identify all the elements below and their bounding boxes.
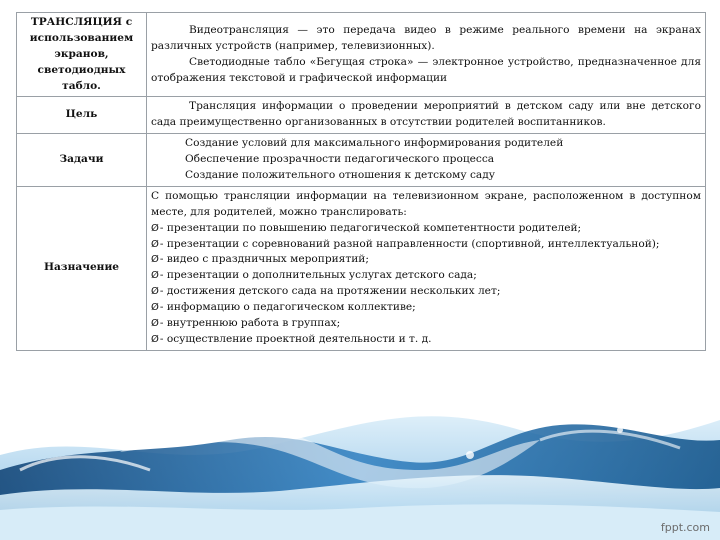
goal-label: Цель: [17, 97, 147, 134]
list-item: Создание положительного отношения к детскому саду: [185, 169, 495, 182]
list-item: [151, 268, 701, 284]
arrow-bullet-icon: Ø: [151, 333, 159, 345]
table-row: [17, 13, 706, 97]
arrow-bullet-icon: Ø: [151, 254, 159, 266]
info-table: [16, 12, 706, 351]
list-item: Создание условий для максимального информирования родителей: [185, 137, 564, 150]
list-item: [151, 300, 701, 316]
list-item-text: - внутреннюю работа в группах;: [159, 317, 341, 330]
list-item: [151, 284, 701, 300]
list-item: [151, 316, 701, 332]
list-item: Обеспечение прозрачности педагогического процесса: [185, 153, 495, 166]
broadcast-description: [147, 13, 706, 97]
arrow-bullet-icon: Ø: [151, 270, 159, 282]
broadcast-label: ТРАНСЛЯЦИЯ с использованием экранов, светодиодных табло.: [17, 13, 147, 97]
list-item-text: - осуществление проектной деятельности и т. д.: [159, 332, 432, 345]
list-item-text: - презентации с соревнований разной направленности (спортивной, интеллектуальной);: [159, 237, 660, 250]
arrow-bullet-icon: Ø: [151, 302, 159, 314]
purpose-intro: С помощью трансляции информации на телевизионном экране, расположенном в доступном месте, для родителей, можно транслировать:: [151, 189, 701, 218]
arrow-bullet-icon: Ø: [151, 286, 159, 298]
goal-text: Трансляция информации о проведении мероприятий в детском саду или вне детского сада преимущественно организованных в отсутствии родителей воспитанников.: [151, 100, 701, 129]
table-row: [17, 186, 706, 350]
list-item: [151, 332, 701, 348]
list-item-text: - информацию о педагогическом коллективе;: [159, 301, 416, 314]
footer-brand: fppt.com: [660, 521, 710, 534]
tasks-cell: [147, 134, 706, 187]
list-item: [151, 237, 701, 253]
tasks-label: Задачи: [17, 134, 147, 187]
arrow-bullet-icon: Ø: [151, 318, 159, 330]
table-row: [17, 97, 706, 134]
goal-cell: [147, 97, 706, 134]
led-board-definition: Светодиодные табло «Бегущая строка» — электронное устройство, предназначенное для отображения текстовой и графической информации: [151, 55, 701, 84]
list-item: [151, 221, 701, 237]
video-broadcast-definition: Видеотрансляция — это передача видео в режиме реального времени на экранах различных устройств (например, телевизионных).: [151, 23, 701, 52]
arrow-bullet-icon: Ø: [151, 222, 159, 234]
purpose-cell: [147, 186, 706, 350]
table-row: [17, 134, 706, 187]
list-item-text: - презентации о дополнительных услугах детского сада;: [159, 269, 477, 282]
list-item-text: - видео с праздничных мероприятий;: [159, 253, 369, 266]
list-item: [151, 252, 701, 268]
purpose-label: Назначение: [17, 186, 147, 350]
list-item-text: - достижения детского сада на протяжении нескольких лет;: [159, 285, 501, 298]
arrow-bullet-icon: Ø: [151, 238, 159, 250]
list-item-text: - презентации по повышению педагогической компетентности родителей;: [159, 221, 582, 234]
purpose-list: [151, 221, 701, 348]
